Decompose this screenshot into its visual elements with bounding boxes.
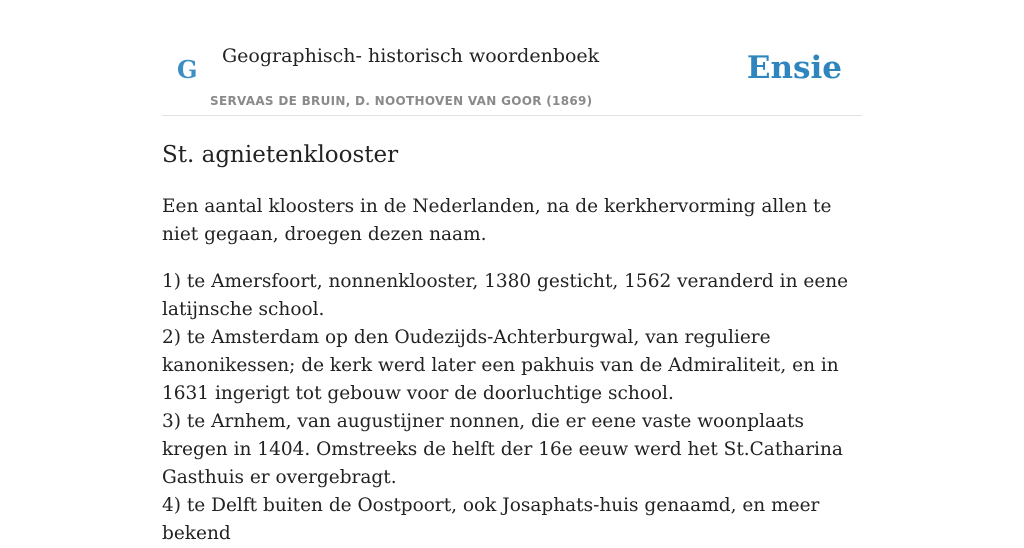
book-letter-badge: G — [177, 55, 198, 84]
page — [162, 0, 862, 548]
entry-title: St. agnietenklooster — [162, 142, 399, 168]
header — [162, 0, 862, 116]
entry-item: 3) te Arnhem, van augustijner nonnen, die er eene vaste woonplaats kregen in 1404. Omstreeks de helft der 16e eeuw werd het St.Catharina Gasthuis er overgebragt. — [162, 411, 843, 488]
ensie-logo-link[interactable]: Ensie — [746, 50, 842, 86]
entry-item: 1) te Amersfoort, nonnenklooster, 1380 gesticht, 1562 veranderd in eene latijnsche school. — [162, 271, 849, 320]
book-title-link[interactable]: Geographisch- historisch woordenboek — [222, 45, 600, 67]
entry-item: 4) te Delft buiten de Oostpoort, ook Josaphats-huis genaamd, en meer bekend — [162, 495, 820, 544]
book-authors: SERVAAS DE BRUIN, D. NOOTHOVEN VAN GOOR (1869) — [210, 94, 593, 108]
entry-intro: Een aantal kloosters in de Nederlanden, na de kerkhervorming allen te niet gegaan, droegen dezen naam. — [162, 196, 832, 245]
entry-item: 2) te Amsterdam op den Oudezijds-Achterburgwal, van reguliere kanonikessen; de kerk werd later een pakhuis van de Admiraliteit, en in 1631 ingerigt tot gebouw voor de doorluchtige school. — [162, 327, 839, 404]
entry-items — [162, 268, 862, 548]
